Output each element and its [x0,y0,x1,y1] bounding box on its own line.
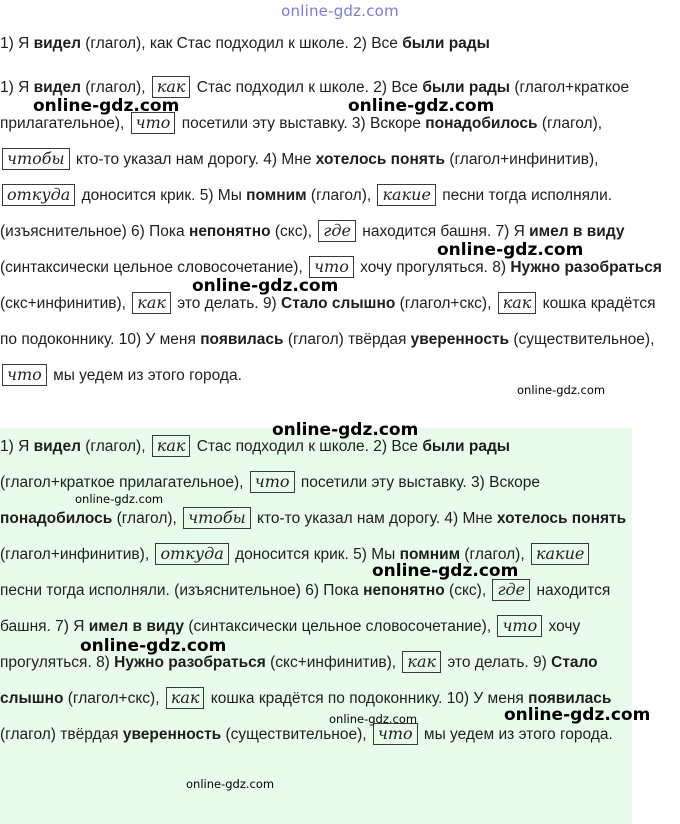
bold-term: понадобилось [425,115,538,132]
bold-term: имел в виду [529,223,625,240]
bold-term: непонятно [363,582,445,599]
bold-term: непонятно [188,223,271,240]
boxed-word: что [309,256,354,278]
boxed-word: как [152,435,191,457]
boxed-word: чтобы [2,148,70,170]
text-run: (глагол+скс), [395,295,496,312]
bold-term: уверенность [122,726,222,743]
text-run: (глагол), как Стас подходил к школе. 2) Все [80,35,403,52]
bold-term: Нужно разобраться [114,654,266,671]
text-run: Стас подходил к школе. 2) Все [192,438,423,455]
text-run: (глагол), [306,187,376,204]
watermark: online-gdz.com [192,276,339,296]
watermark: online-gdz.com [75,492,164,506]
text-run: (скс+инфинитив), [265,654,401,671]
text-run: (глагол+инфинитив), [445,151,599,168]
bold-term: понадобилось [0,510,113,527]
text-run: посетили эту выставку. 3) Вскоре [296,474,541,491]
boxed-word: откуда [155,543,228,565]
text-run: песни тогда исполняли. (изъяснительное) 6) Пока [0,187,613,240]
bold-term: помним [399,546,461,563]
text-run: это делать. 9) [443,654,552,671]
text-run: кто-то указал нам дорогу. 4) Мне [71,151,316,168]
boxed-word: чтобы [183,507,251,529]
text-run: мы уедем из этого города. [419,726,613,743]
text-run: кто-то указал нам дорогу. 4) Мне [252,510,497,527]
bold-term: видел [33,438,81,455]
bold-term: появилась [528,690,612,707]
bold-term: помним [246,187,307,204]
boxed-word: как [166,687,205,709]
text-run: (существительное), [221,726,371,743]
boxed-word: где [492,579,530,601]
text-run: (скс), [270,223,317,240]
text-run: хочу прогуляться. 8) [0,618,581,671]
text-run: доносится крик. 5) Мы [230,546,400,563]
text-run: песни тогда исполняли. (изъяснительное) 6) Пока [0,582,364,599]
boxed-word: какие [531,543,589,565]
text-run: это делать. 9) [172,295,282,312]
bold-term: были рады [422,438,511,455]
text-run: хочу прогуляться. 8) [355,259,511,276]
boxed-word: как [152,76,191,98]
text-run: (глагол+краткое прилагательное), [0,474,248,491]
bold-term: Стало слышно [281,295,396,312]
text-run: (глагол), [80,438,150,455]
bold-term: появилась [200,331,284,348]
bold-term: видел [33,79,81,96]
site-header-link[interactable]: online-gdz.com [281,2,399,20]
boxed-word: что [2,364,47,386]
watermark: online-gdz.com [186,777,275,791]
boxed-word: где [318,220,356,242]
text-run: доносится крик. 5) Мы [77,187,247,204]
bold-term: Стало слышно [0,654,598,707]
text-run: (глагол+инфинитив), [0,546,154,563]
text-run: (глагол+скс), [63,690,164,707]
boxed-word: как [132,292,171,314]
watermark: online-gdz.com [504,705,651,725]
text-run: (глагол+краткое прилагательное), [0,79,630,132]
text-run: (глагол), [112,510,182,527]
watermark: online-gdz.com [80,636,227,656]
bold-term: уверенность [410,331,510,348]
watermark: online-gdz.com [348,96,495,116]
text-run: 1) Я [0,438,34,455]
boxed-word: как [498,292,537,314]
boxed-word: что [497,615,542,637]
text-run: (глагол) твёрдая [0,726,123,743]
text-run: Стас подходил к школе. 2) Все [192,79,423,96]
text-run: (глагол) твёрдая [283,331,411,348]
watermark: online-gdz.com [33,96,180,116]
text-run: (глагол), [80,79,150,96]
bold-term: имел в виду [88,618,185,635]
text-run: (синтаксически цельное словосочетание), [184,618,496,635]
text-run: кошка крадётся по подоконнику. 10) У меня [206,690,529,707]
text-run: мы уедем из этого города. [48,367,242,384]
answer-paragraph-1 [0,70,662,394]
answer-line-truncated [0,33,680,55]
boxed-word: откуда [2,184,75,206]
text-run: 1) Я [0,35,34,52]
bold-term: Нужно разобраться [510,259,662,276]
text-run: (глагол), [537,115,603,132]
watermark: online-gdz.com [329,712,418,726]
bold-term: видел [33,35,81,52]
watermark: online-gdz.com [517,383,606,397]
text-run: (глагол), [460,546,529,563]
watermark: online-gdz.com [272,420,419,440]
boxed-word: какие [377,184,435,206]
bold-term: хотелось понять [315,151,446,168]
boxed-word: что [250,471,295,493]
text-run: (существительное), [509,331,655,348]
text-run: (скс), [444,582,491,599]
boxed-word: как [402,651,441,673]
boxed-word: что [131,112,176,134]
watermark: online-gdz.com [372,561,519,581]
text-run: находится башня. 7) Я [0,582,611,635]
text-run: находится башня. 7) Я [358,223,530,240]
text-run: (скс+инфинитив), [0,295,131,312]
text-run: кошка крадётся по подоконнику. 10) У меня [0,295,656,348]
bold-term: были рады [422,79,511,96]
boxed-word: что [373,723,418,745]
text-run: 1) Я [0,79,34,96]
bold-term: хотелось понять [496,510,627,527]
text-run: (синтаксически цельное словосочетание), [0,259,308,276]
text-run: посетили эту выставку. 3) Вскоре [177,115,426,132]
bold-term: были рады [402,35,490,52]
watermark: online-gdz.com [437,240,584,260]
